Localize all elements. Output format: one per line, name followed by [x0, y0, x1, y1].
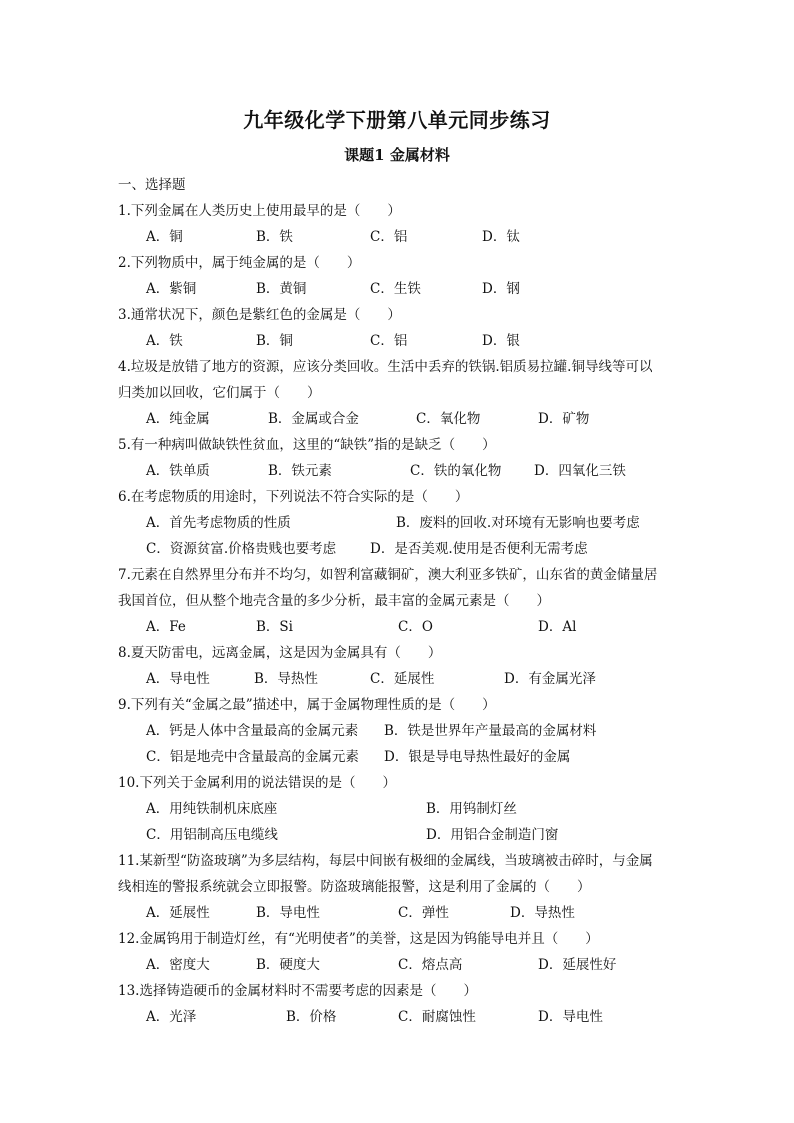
- options-row: [118, 614, 688, 640]
- answer-option: C．弹性: [398, 905, 449, 921]
- question-stem: 10.下列关于金属利用的说法错误的是（ ）: [118, 775, 396, 791]
- question-stem: 11.某新型“防盗玻璃”为多层结构，每层中间嵌有极细的金属线，当玻璃被击碎时，与金属: [118, 853, 653, 869]
- answer-option: D．用铝合金制造门窗: [426, 827, 559, 843]
- answer-option: A．紫铜: [146, 281, 197, 297]
- answer-option: D．是否美观.使用是否便利无需考虑: [370, 541, 588, 557]
- section-heading: 一、选择题: [118, 177, 186, 193]
- answer-option: C．耐腐蚀性: [398, 1009, 476, 1025]
- answer-option: B．废料的回收.对环境有无影响也要考虑: [396, 515, 640, 531]
- options-row: [118, 458, 688, 484]
- answer-option: C．生铁: [370, 281, 421, 297]
- answer-option: B．黄铜: [256, 281, 307, 297]
- answer-option: B．Si: [256, 619, 293, 635]
- answer-option: A．纯金属: [146, 411, 210, 427]
- options-row: [118, 536, 688, 562]
- answer-option: D．钛: [482, 229, 520, 245]
- lesson-subtitle: 课题1 金属材料: [344, 146, 450, 164]
- question-stem-continued: 归类加以回收，它们属于（ ）: [118, 385, 321, 401]
- answer-option: D．四氧化三铁: [534, 463, 626, 479]
- answer-option: A．密度大: [146, 957, 210, 973]
- answer-option: A．用纯铁制机床底座: [146, 801, 278, 817]
- question-stem: 13.选择铸造硬币的金属材料时不需要考虑的因素是（ ）: [118, 983, 477, 999]
- answer-option: C．资源贫富.价格贵贱也要考虑: [146, 541, 337, 557]
- answer-option: C．O: [398, 619, 433, 635]
- answer-option: B．铁元素: [268, 463, 332, 479]
- answer-option: D．钢: [482, 281, 520, 297]
- answer-option: A．光泽: [146, 1009, 197, 1025]
- answer-option: C．熔点高: [398, 957, 463, 973]
- answer-option: A．铁: [146, 333, 183, 349]
- answer-option: C．铝是地壳中含量最高的金属元素: [146, 749, 359, 765]
- answer-option: D．导电性: [538, 1009, 603, 1025]
- answer-option: B．价格: [286, 1009, 337, 1025]
- question-stem: 7.元素在自然界里分布并不均匀，如智利富藏铜矿，澳大利亚多铁矿，山东省的黄金储量居: [118, 567, 658, 583]
- options-row: [118, 1004, 688, 1030]
- question-stem: 6.在考虑物质的用途时，下列说法不符合实际的是（ ）: [118, 489, 469, 505]
- answer-option: C．用铝制高压电缆线: [146, 827, 278, 843]
- options-row: [118, 822, 688, 848]
- answer-option: A．Fe: [146, 619, 186, 635]
- question-stem: 12.金属钨用于制造灯丝，有“光明使者”的美誉，这是因为钨能导电并且（ ）: [118, 931, 599, 947]
- answer-option: C．铝: [370, 333, 408, 349]
- answer-option: D．Al: [538, 619, 577, 635]
- answer-option: B．铁: [256, 229, 293, 245]
- answer-option: B．导电性: [256, 905, 320, 921]
- options-row: [118, 900, 688, 926]
- options-row: [118, 718, 688, 744]
- answer-option: C．铝: [370, 229, 408, 245]
- answer-option: B．铜: [256, 333, 293, 349]
- question-stem-continued: 线相连的警报系统就会立即报警。防盗玻璃能报警，这是利用了金属的（ ）: [118, 879, 591, 895]
- question-stem: 5.有一种病叫做缺铁性贫血，这里的“缺铁”指的是缺乏（ ）: [118, 437, 496, 453]
- answer-option: D．矿物: [538, 411, 590, 427]
- answer-option: D．导热性: [510, 905, 575, 921]
- answer-option: C．延展性: [370, 671, 435, 687]
- answer-option: D．延展性好: [538, 957, 617, 973]
- answer-option: D．银: [482, 333, 520, 349]
- options-row: [118, 328, 688, 354]
- question-list: [118, 172, 688, 1030]
- answer-option: A．铜: [146, 229, 183, 245]
- options-row: [118, 796, 688, 822]
- page-title: 九年级化学下册第八单元同步练习: [243, 108, 551, 132]
- answer-option: A．钙是人体中含量最高的金属元素: [146, 723, 359, 739]
- answer-option: A．铁单质: [146, 463, 210, 479]
- answer-option: A．首先考虑物质的性质: [146, 515, 291, 531]
- question-stem: 4.垃圾是放错了地方的资源，应该分类回收。生活中丢弃的铁锅.铝质易拉罐.铜导线等可以: [118, 359, 653, 375]
- answer-option: B．金属或合金: [268, 411, 359, 427]
- answer-option: B．硬度大: [256, 957, 320, 973]
- answer-option: C．铁的氧化物: [410, 463, 502, 479]
- options-row: [118, 510, 688, 536]
- options-row: [118, 224, 688, 250]
- options-row: [118, 666, 688, 692]
- options-row: [118, 744, 688, 770]
- options-row: [118, 406, 688, 432]
- answer-option: B．铁是世界年产量最高的金属材料: [384, 723, 597, 739]
- options-row: [118, 952, 688, 978]
- answer-option: D．有金属光泽: [504, 671, 596, 687]
- answer-option: A．导电性: [146, 671, 210, 687]
- options-row: [118, 276, 688, 302]
- answer-option: A．延展性: [146, 905, 210, 921]
- answer-option: D．银是导电导热性最好的金属: [384, 749, 571, 765]
- answer-option: B．导热性: [254, 671, 318, 687]
- question-stem: 1.下列金属在人类历史上使用最早的是（ ）: [118, 203, 401, 219]
- question-stem: 9.下列有关“金属之最”描述中，属于金属物理性质的是（ ）: [118, 697, 496, 713]
- answer-option: B．用钨制灯丝: [426, 801, 517, 817]
- question-stem: 8.夏天防雷电，远离金属，这是因为金属具有（ ）: [118, 645, 442, 661]
- question-stem: 3.通常状况下，颜色是紫红色的金属是（ ）: [118, 307, 401, 323]
- question-stem: 2.下列物质中，属于纯金属的是（ ）: [118, 255, 361, 271]
- answer-option: C．氧化物: [416, 411, 481, 427]
- question-stem-continued: 我国首位，但从整个地壳含量的多少分析，最丰富的金属元素是（ ）: [118, 593, 550, 609]
